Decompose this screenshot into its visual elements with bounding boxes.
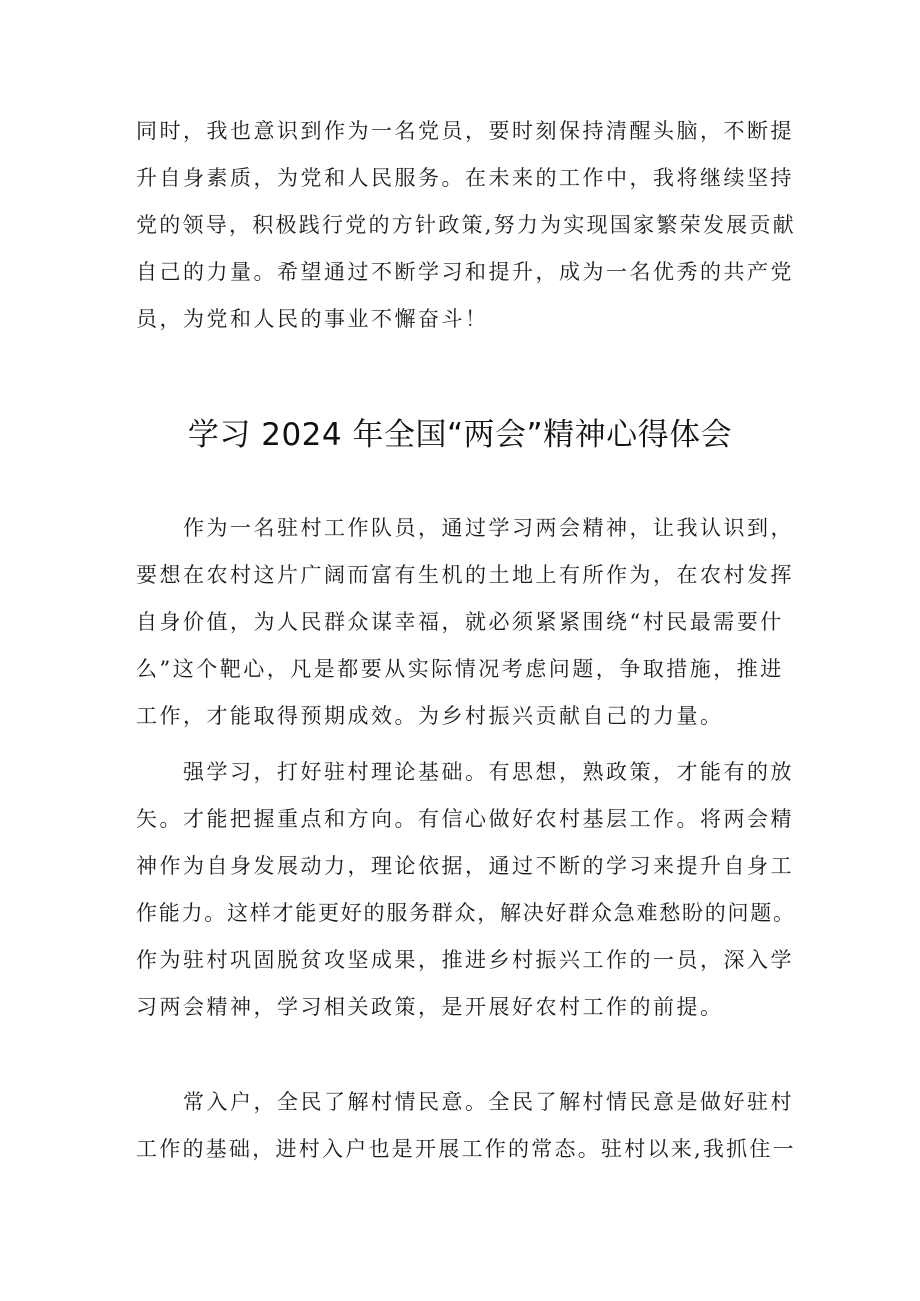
text-line: 作能力。这样才能更好的服务群众，解决好群众急难愁盼的问题。 — [136, 901, 796, 925]
paragraph-household-visits — [136, 1079, 796, 1173]
paragraph-intro — [136, 505, 796, 740]
text-line: 习两会精神，学习相关政策，是开展好农村工作的前提。 — [136, 995, 724, 1019]
text-line: 么”这个靶心，凡是都要从实际情况考虑问题，争取措施，推进 — [136, 657, 784, 681]
text-line: 常入户，全民了解村情民意。全民了解村情民意是做好驻村 — [136, 1090, 794, 1114]
text-line: 党的领导，积极践行党的方针政策,努力为实现国家繁荣发展贡献 — [136, 213, 796, 237]
text-line: 自己的力量。希望通过不断学习和提升，成为一名优秀的共产党 — [136, 260, 794, 284]
text-line: 矢。才能把握重点和方向。有信心做好农村基层工作。将两会精 — [136, 807, 794, 831]
text-line: 要想在农村这片广阔而富有生机的土地上有所作为，在农村发挥 — [136, 563, 794, 587]
text-line: 升自身素质，为党和人民服务。在未来的工作中，我将继续坚持 — [136, 166, 794, 190]
text-line: 工作的基础，进村入户也是开展工作的常态。驻村以来,我抓住一 — [136, 1137, 796, 1161]
paragraph-conclusion — [136, 108, 796, 343]
text-line: 同时，我也意识到作为一名党员，要时刻保持清醒头脑，不断提 — [136, 119, 794, 143]
text-line: 神作为自身发展动力，理论依据，通过不断的学习来提升自身工 — [136, 854, 794, 878]
article-title: 学习 2024 年全国“两会”精神心得体会 — [187, 417, 733, 453]
text-line: 作为驻村巩固脱贫攻坚成果，推进乡村振兴工作的一员，深入学 — [136, 948, 794, 972]
text-line: 工作，才能取得预期成效。为乡村振兴贡献自己的力量。 — [136, 704, 724, 728]
text-line: 员，为党和人民的事业不懈奋斗！ — [136, 307, 489, 331]
paragraph-study — [136, 749, 796, 1031]
text-line: 自身价值，为人民群众谋幸福，就必须紧紧围绕“村民最需要什 — [136, 610, 784, 634]
text-line: 作为一名驻村工作队员，通过学习两会精神，让我认识到， — [136, 516, 794, 540]
text-line: 强学习，打好驻村理论基础。有思想，熟政策，才能有的放 — [136, 760, 794, 784]
